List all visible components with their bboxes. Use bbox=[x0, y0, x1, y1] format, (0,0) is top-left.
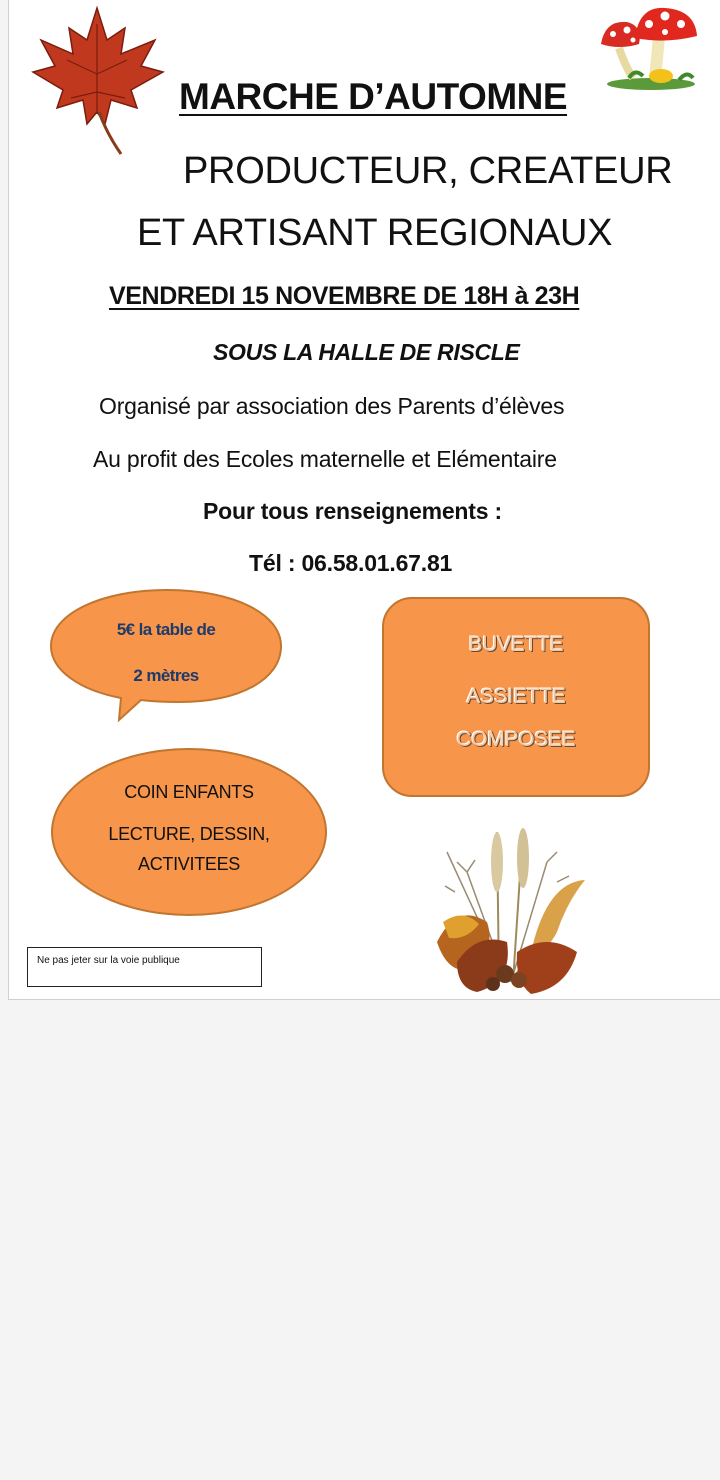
price-line-2: 2 mètres bbox=[133, 666, 199, 685]
buvette-line-1: BUVETTE bbox=[468, 633, 564, 656]
price-speech-bubble bbox=[49, 588, 289, 728]
notice-box bbox=[27, 947, 262, 987]
kids-line-1: COIN ENFANTS bbox=[124, 782, 254, 802]
organizer-text: Organisé par association des Parents d’élèves bbox=[99, 393, 565, 419]
autumn-bouquet-icon bbox=[427, 812, 587, 1000]
beneficiary-text: Au profit des Ecoles maternelle et Elémentaire bbox=[93, 446, 557, 472]
mushrooms-icon bbox=[599, 4, 699, 92]
flyer-page bbox=[8, 0, 720, 1000]
buvette-line-2: ASSIETTE bbox=[466, 685, 566, 708]
buvette-box bbox=[382, 597, 650, 797]
kids-line-3: ACTIVITEES bbox=[137, 854, 241, 874]
kids-line-2: LECTURE, DESSIN, bbox=[108, 824, 270, 844]
phone-number: Tél : 06.58.01.67.81 bbox=[249, 550, 453, 576]
info-label: Pour tous renseignements : bbox=[203, 498, 502, 524]
subtitle-line-1: PRODUCTEUR, CREATEUR bbox=[183, 150, 673, 192]
subtitle-line-2: ET ARTISANT REGIONAUX bbox=[137, 212, 613, 254]
buvette-line-3: COMPOSEE bbox=[456, 728, 576, 751]
event-place: SOUS LA HALLE DE RISCLE bbox=[213, 339, 520, 365]
price-line-1: 5€ la table de bbox=[116, 620, 216, 639]
notice-text: Ne pas jeter sur la voie publique bbox=[37, 955, 180, 966]
maple-leaf-icon bbox=[27, 4, 169, 156]
flyer-title: MARCHE D’AUTOMNE bbox=[179, 76, 568, 117]
event-date: VENDREDI 15 NOVEMBRE DE 18H à 23H bbox=[109, 282, 580, 310]
kids-corner-box bbox=[51, 748, 327, 916]
